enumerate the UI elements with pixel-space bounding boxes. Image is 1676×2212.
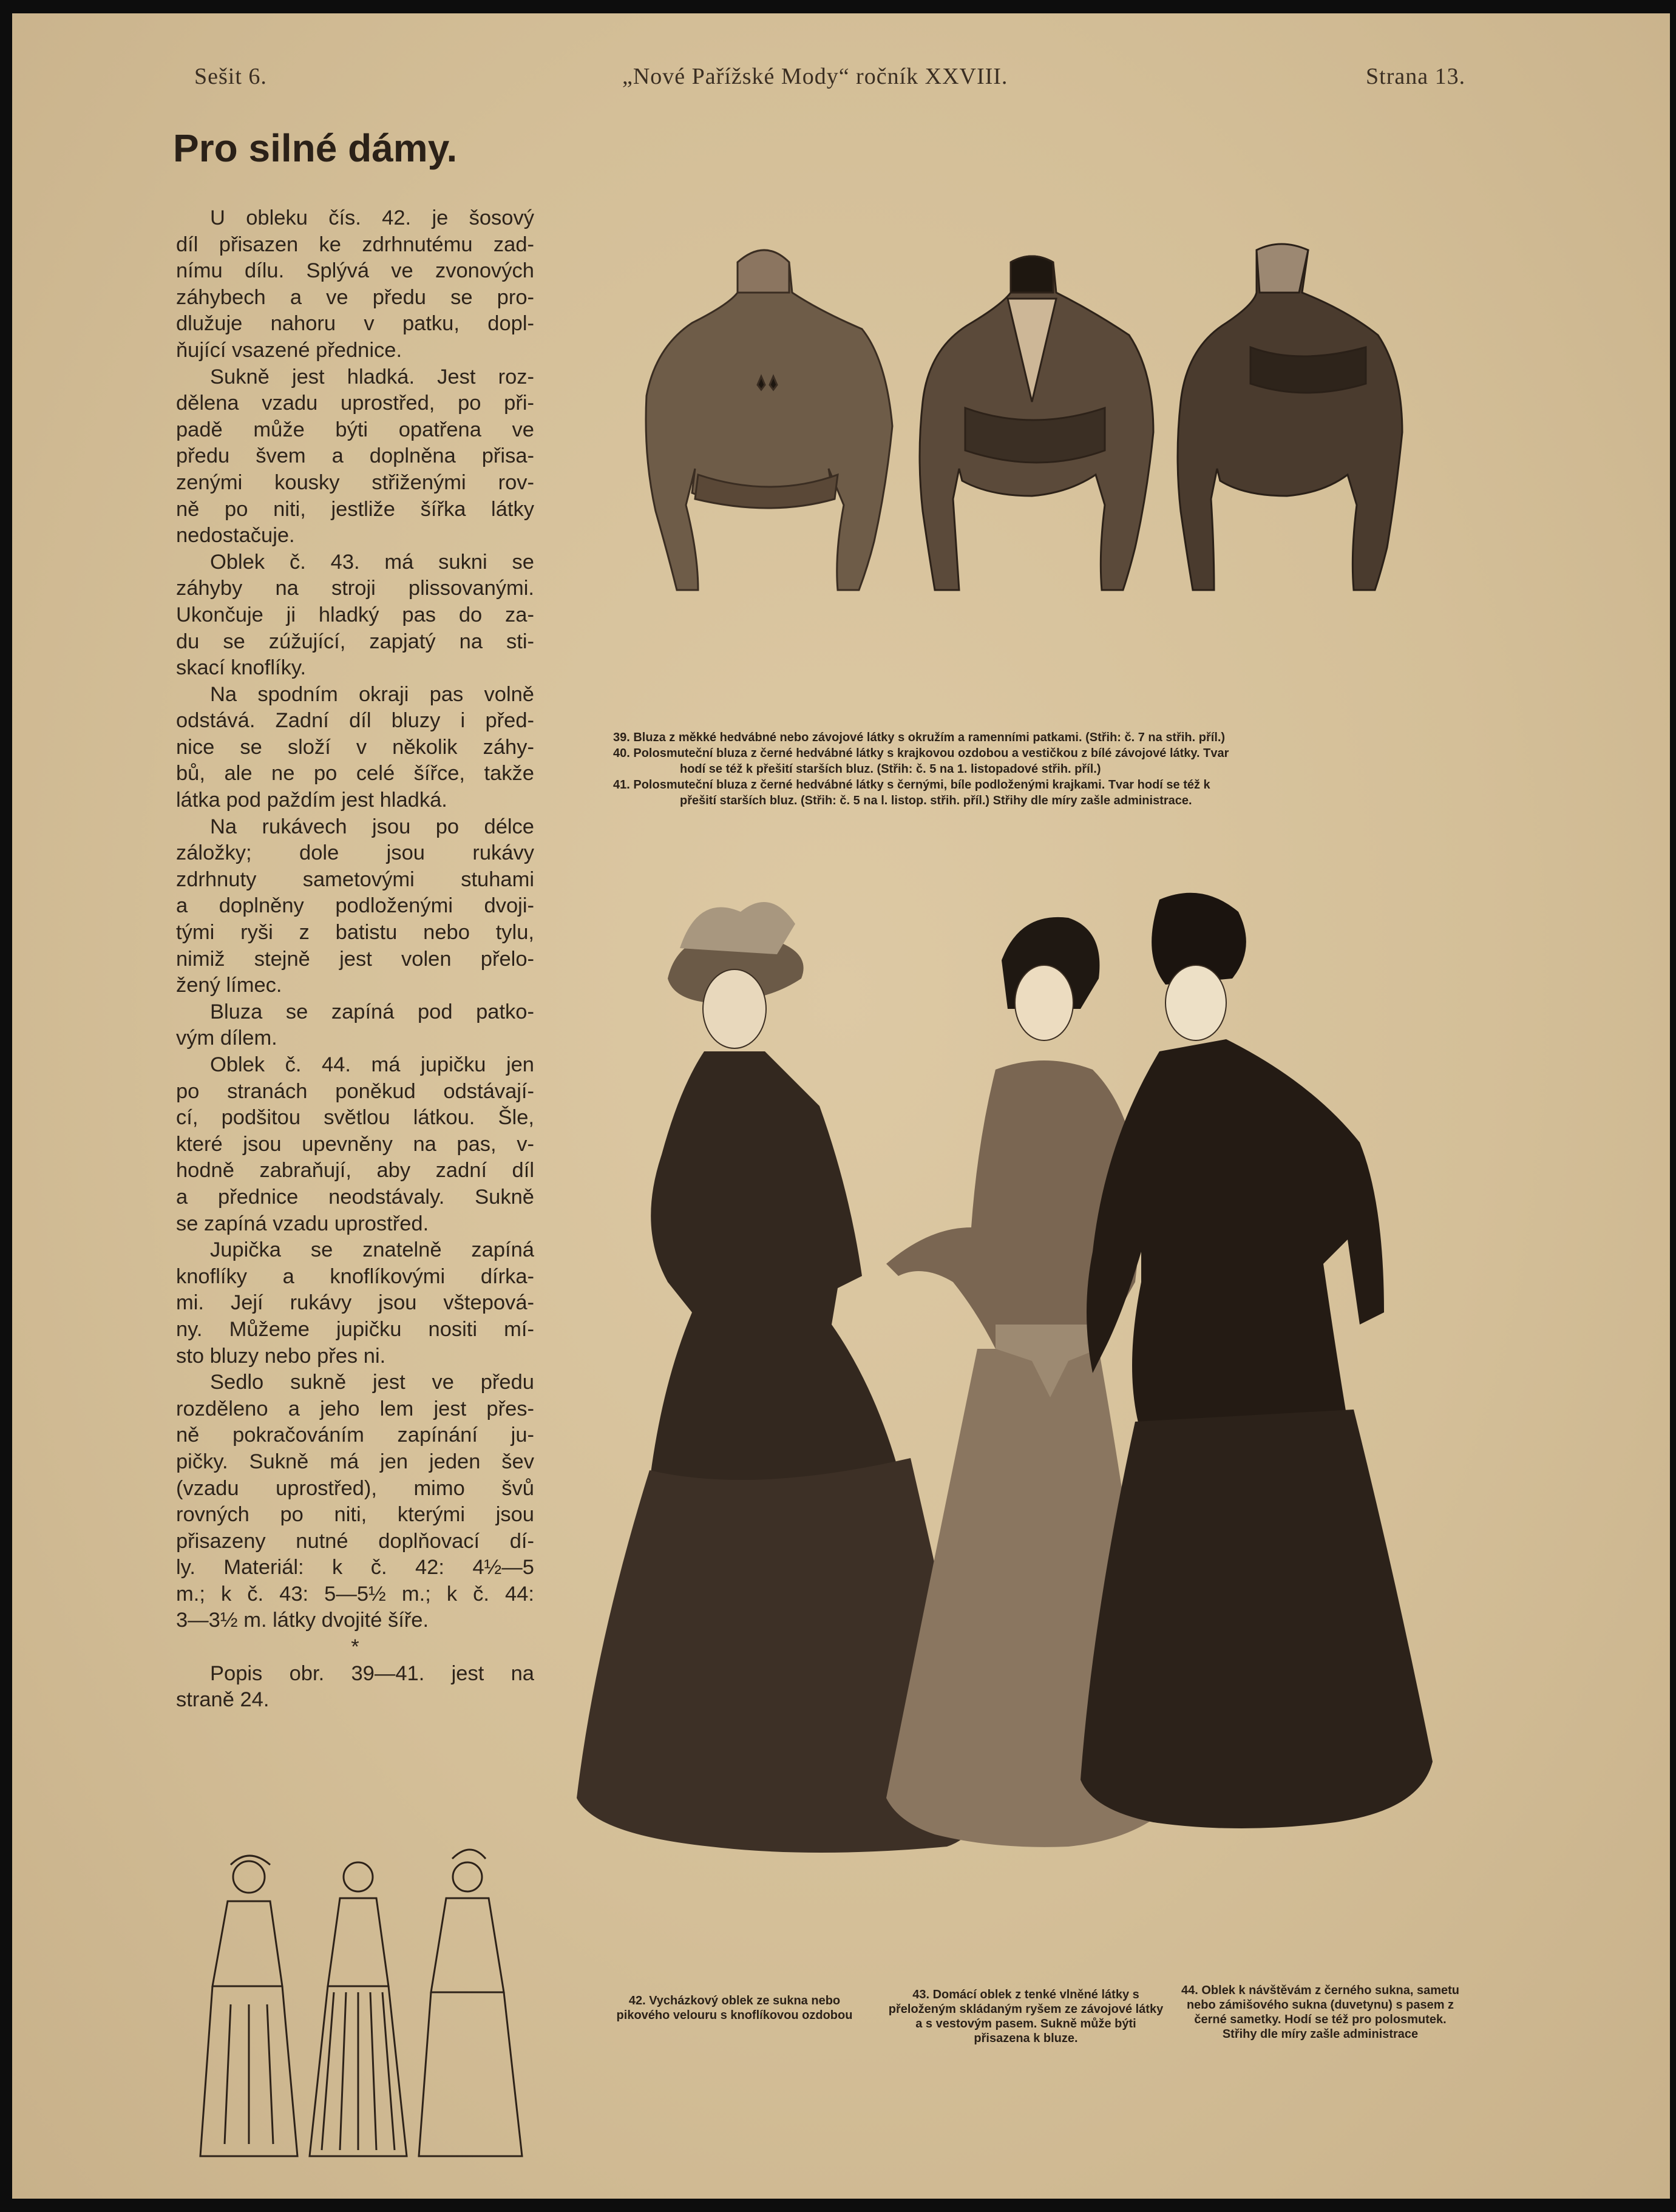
sketch-42-back bbox=[200, 1856, 297, 2156]
article-line: Sukně jest hladká. Jest roz- bbox=[210, 365, 534, 388]
article-line: Ukončuje ji hladký pas do za- bbox=[176, 603, 534, 626]
article-line: zenými kousky střiženými rov- bbox=[176, 470, 534, 494]
article-line: nimiž stejně jest volen přelo- bbox=[176, 947, 534, 971]
article-line: záhyby na stroji plissovanými. bbox=[176, 577, 534, 600]
article-line: přisazeny nutné doplňovací dí- bbox=[176, 1529, 534, 1553]
article-line: záložky; dole jsou rukávy bbox=[176, 841, 534, 865]
caption-line: 40. Polosmuteční bluza z černé hedvábné látky s krajkovou ozdobou a vestičkou z bílé závojové látky. Tvar bbox=[613, 747, 1229, 760]
caption-figures-39-41 bbox=[613, 730, 1463, 809]
article-line: du se zúžující, zapjatý na sti- bbox=[176, 629, 534, 653]
article-line: Na rukávech jsou po délce bbox=[210, 815, 534, 838]
article-line: předu švem a doplněna přisa- bbox=[176, 444, 534, 468]
article-line: straně 24. bbox=[176, 1688, 270, 1712]
article-line: díl přisazen ke zdrhnutému zad- bbox=[176, 232, 534, 256]
caption-figure-43: 43. Domácí oblek z tenké vlněné látky s přeloženým skládaným ryšem ze závojové látky a s vestovým pasem. Sukně může býti přisazena k bluze. bbox=[888, 1988, 1164, 2045]
caption-line: přešití starších bluz. (Střih: č. 5 na l. listop. střih. příl.) Střihy dle míry zašle administrace. bbox=[680, 794, 1192, 807]
article-line: mi. Její rukávy jsou vštepová- bbox=[176, 1291, 534, 1315]
magazine-page bbox=[12, 13, 1670, 2199]
article-line: m.; k č. 43: 5—5½ m.; k č. 44: bbox=[176, 1582, 534, 1606]
article-line: cí, podšitou světlou látkou. Šle, bbox=[176, 1106, 534, 1130]
article-line: žený límec. bbox=[176, 974, 282, 997]
outfits-illustration bbox=[558, 887, 1542, 2004]
article-line: zdrhnuty sametovými stuhami bbox=[176, 867, 534, 891]
sketch-44-back bbox=[419, 1850, 522, 2156]
article-line: Oblek č. 43. má sukni se bbox=[210, 550, 534, 574]
article-line: pičky. Sukně má jen jeden šev bbox=[176, 1450, 534, 1473]
magazine-title: „Nové Pařížské Mody“ ročník XXVIII. bbox=[622, 64, 1008, 89]
article-line: 3—3½ m. látky dvojité šíře. bbox=[176, 1609, 429, 1632]
article-line: látka pod paždím jest hladká. bbox=[176, 789, 447, 812]
article-line: ly. Materiál: k č. 42: 4½—5 bbox=[176, 1556, 534, 1579]
article-line: rozděleno a jeho lem jest přes- bbox=[176, 1397, 534, 1420]
article-line: bů, ale ne po celé šířce, takže bbox=[176, 762, 534, 785]
article-line: Bluza se zapíná pod patko- bbox=[210, 1000, 534, 1023]
sketch-43-back bbox=[310, 1862, 407, 2156]
article-line: ně po niti, jestliže šířka látky bbox=[176, 497, 534, 521]
article-body bbox=[176, 205, 534, 1714]
article-line: Oblek č. 44. má jupičku jen bbox=[210, 1053, 534, 1076]
article-line: Popis obr. 39—41. jest na bbox=[210, 1661, 534, 1685]
blouse-39-figure bbox=[646, 250, 892, 590]
article-line: padě může býti opatřena ve bbox=[176, 418, 534, 441]
outfit-44-figure bbox=[1081, 893, 1433, 1828]
caption-figure-42: 42. Vycházkový oblek ze sukna nebo pikového velouru s knoflíkovou ozdobou bbox=[616, 1994, 853, 2022]
blouse-40-figure bbox=[920, 256, 1153, 590]
article-line: skací knoflíky. bbox=[176, 656, 307, 680]
article-line: sto bluzy nebo přes ni. bbox=[176, 1344, 386, 1368]
article-line: (vzadu uprostřed), mimo švů bbox=[176, 1476, 534, 1500]
article-line: po stranách poněkud odstávají- bbox=[176, 1079, 534, 1103]
article-line: U obleku čís. 42. je šosový bbox=[210, 206, 534, 229]
caption-line: hodí se též k přešití starších bluz. (Střih: č. 5 na 1. listopadové střih. příl.) bbox=[680, 762, 1101, 776]
article-line: které jsou upevněny na pas, v- bbox=[176, 1132, 534, 1156]
article-line: ny. Můžeme jupičku nositi mí- bbox=[176, 1317, 534, 1341]
article-line: ňující vsazené přednice. bbox=[176, 338, 402, 362]
article-line: Jupička se znatelně zapíná bbox=[210, 1238, 534, 1262]
article-line: vým dílem. bbox=[176, 1026, 277, 1050]
article-line: rovných po niti, kterými jsou bbox=[176, 1503, 534, 1527]
caption-line: 39. Bluza z měkké hedvábné nebo závojové látky s okružím a ramenními patkami. (Střih: č. 7 na střih. příl.) bbox=[613, 731, 1226, 744]
article-line: * bbox=[351, 1635, 359, 1659]
article-line: ně pokračováním zapínání ju- bbox=[176, 1423, 534, 1447]
page-number: Strana 13. bbox=[1366, 64, 1466, 89]
article-line: nice se složí v několik záhy- bbox=[176, 735, 534, 759]
article-line: Na spodním okraji pas volně bbox=[210, 682, 534, 706]
article-line: tými ryši z batistu nebo tylu, bbox=[176, 921, 534, 945]
blouse-41-figure bbox=[1178, 244, 1402, 590]
article-line: a doplněny podloženými dvoji- bbox=[176, 894, 534, 918]
back-view-sketches bbox=[194, 1841, 534, 2180]
article-line: se zapíná vzadu uprostřed. bbox=[176, 1212, 429, 1235]
article-line: nedostačuje. bbox=[176, 524, 295, 548]
blouses-illustration bbox=[619, 226, 1481, 693]
article-line: hodně zabraňují, aby zadní díl bbox=[176, 1159, 534, 1182]
article-line: odstává. Zadní díl bluzy i před- bbox=[176, 709, 534, 733]
caption-figure-44: 44. Oblek k návštěvám z černého sukna, sametu nebo zámišového sukna (duvetynu) s pasem z černé sametky. Hodí se též pro polosmutek. Střihy dle míry zašle administrace bbox=[1181, 1984, 1459, 2041]
issue-number: Sešit 6. bbox=[194, 64, 267, 89]
article-title: Pro silné dámy. bbox=[173, 126, 458, 170]
article-line: knoflíky a knoflíkovými dírka- bbox=[176, 1264, 534, 1288]
article-line: nímu dílu. Splývá ve zvonových bbox=[176, 259, 534, 283]
caption-line: 41. Polosmuteční bluza z černé hedvábné látky s černými, bíle podloženými krajkami. Tvar hodí se též k bbox=[613, 778, 1210, 792]
article-line: záhybech a ve předu se pro- bbox=[176, 285, 534, 309]
article-line: dělena vzadu uprostřed, po při- bbox=[176, 392, 534, 415]
article-line: dlužuje nahoru v patku, dopl- bbox=[176, 312, 534, 336]
article-line: a přednice neodstávaly. Sukně bbox=[176, 1185, 534, 1209]
article-line: Sedlo sukně jest ve předu bbox=[210, 1371, 534, 1394]
